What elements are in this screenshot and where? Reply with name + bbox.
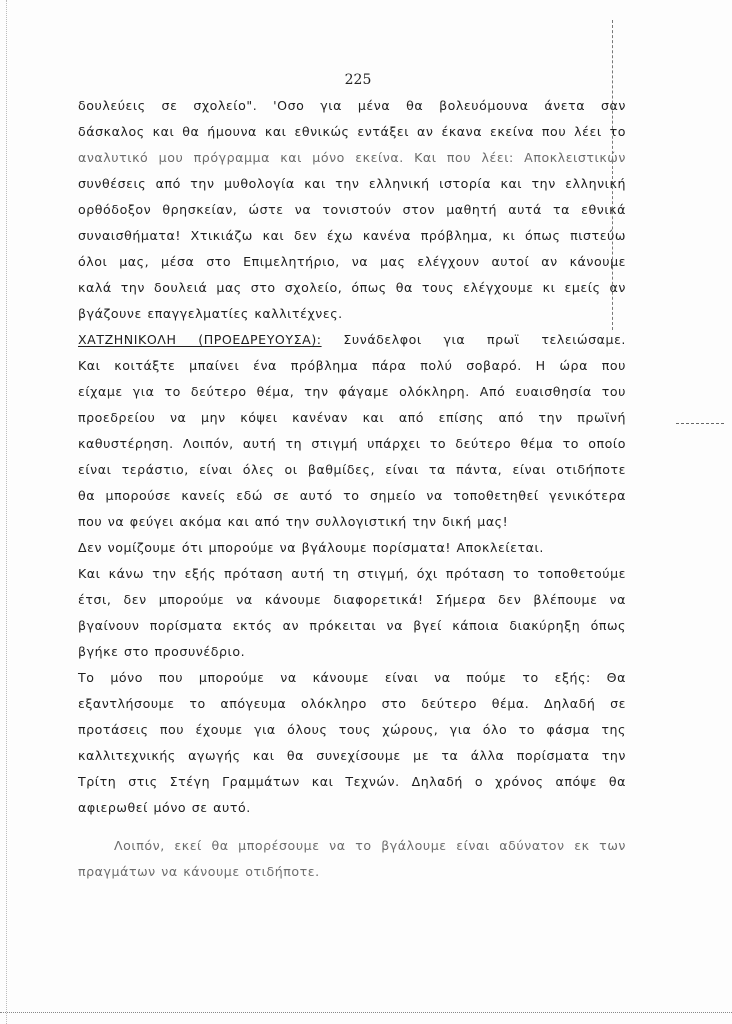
paragraph-previous-speaker bbox=[78, 93, 626, 327]
text-line: βγάζουνε επαγγελματίες καλλιτέχνες. bbox=[78, 306, 343, 321]
text-line: καλλιτεχνικής αγωγής και θα συνεχίσουμε με τα άλλα πορίσματα την bbox=[78, 748, 626, 763]
speaker-line-rest: Συνάδελφοι για πρωϊ τελειώσαμε. bbox=[321, 332, 626, 347]
text-line: θα μπορούσε κανείς εδώ σε αυτό το σημείο να τοποθετηθεί γενικότερα bbox=[78, 488, 626, 503]
text-line: αφιερωθεί μόνο σε αυτό. bbox=[78, 800, 251, 815]
speaker-line bbox=[78, 327, 626, 353]
text-line: εξαντλήσουμε το απόγευμα ολόκληρο στο δεύτερο θέμα. Δηλαδή σε bbox=[78, 696, 626, 711]
text-line: βγήκε στο προσυνέδριο. bbox=[78, 644, 246, 659]
text-line: Λοιπόν, εκεί θα μπορέσουμε να το βγάλουμε είναι αδύνατον εκ των bbox=[114, 838, 626, 853]
text-line: καλά την δουλειά μας στο σχολείο, όπως θα τους ελέγχουμε κι εμείς αν bbox=[78, 280, 626, 295]
scan-bottom-edge bbox=[0, 1012, 732, 1013]
text-line: είχαμε για το δεύτερο θέμα, την φάγαμε ολόκληρη. Από ευαισθησία του bbox=[78, 384, 626, 399]
text-line: βγαίνουν πορίσματα εκτός αν πρόκειται να βγεί κάποια διακύρηξη όπως bbox=[78, 618, 626, 633]
text-line: Και κοιτάξτε μπαίνει ένα πρόβλημα πάρα πολύ σοβαρό. Η ώρα που bbox=[78, 358, 626, 373]
text-line: Δεν νομίζουμε ότι μπορούμε να βγάλουμε πορίσματα! Αποκλείεται. bbox=[78, 540, 544, 555]
text-line: Το μόνο που μπορούμε να κάνουμε είναι να πούμε το εξής: Θα bbox=[78, 670, 626, 685]
text-line: ορθόδοξον θρησκείαν, ώστε να τονιστούν στον μαθητή αυτά τα εθνικά bbox=[78, 202, 626, 217]
speaker-name: ΧΑΤΖΗΝΙΚΟΛΗ (ΠΡΟΕΔΡΕΥΟΥΣΑ): bbox=[78, 332, 322, 347]
text-line: όλοι μας, μέσα στο Επιμελητήριο, να μας ελέγχουν αυτοί αν κάνουμε bbox=[78, 254, 626, 269]
page-number: 225 bbox=[344, 72, 372, 88]
scan-dash-mark bbox=[676, 423, 724, 424]
text-line: συνθέσεις από την μυθολογία και την ελληνική ιστορία και την ελληνική bbox=[78, 176, 626, 191]
text-line: έτσι, δεν μπορούμε να κάνουμε διαφορετικά! Σήμερα δεν βλέπουμε να bbox=[78, 592, 626, 607]
text-line: Και κάνω την εξής πρόταση αυτή τη στιγμή, όχι πρόταση το τοποθετούμε bbox=[78, 566, 626, 581]
text-line: δάσκαλος και θα ήμουνα και εθνικώς εντάξει αν έκανα εκείνα που λέει το bbox=[78, 124, 626, 139]
text-line: συναισθήματα! Χτικιάζω και δεν έχω κανένα πρόβλημα, κι όπως πιστεύω bbox=[78, 228, 626, 243]
text-line: είναι τεράστιο, είναι όλες οι βαθμίδες, είναι τα πάντα, είναι οτιδήποτε bbox=[78, 462, 626, 477]
text-line: που να φεύγει ακόμα και από την συλλογιστική την δική μας! bbox=[78, 514, 509, 529]
text-line: πραγμάτων να κάνουμε οτιδήποτε. bbox=[78, 864, 320, 879]
text-line: Τρίτη στις Στέγη Γραμμάτων και Τεχνών. Δηλαδή ο χρόνος απόψε θα bbox=[78, 774, 626, 789]
text-line: προτάσεις που έχουμε για όλους τους χώρους, για όλο το φάσμα της bbox=[78, 722, 626, 737]
text-line: προεδρείου να μην κόψει κανέναν και από επίσης από την πρωϊνή bbox=[78, 410, 626, 425]
paragraph-speaker bbox=[78, 353, 626, 821]
text-line: δουλεύεις σε σχολείο". 'Οσο για μένα θα βολευόμουνα άνετα σαν bbox=[78, 98, 626, 113]
text-line: αναλυτικό μου πρόγραμμα και μόνο εκείνα. Και που λέει: Αποκλειστικών bbox=[78, 150, 626, 165]
transcript-body bbox=[78, 93, 626, 885]
paragraph-closing bbox=[78, 833, 626, 885]
text-line: καθυστέρηση. Λοιπόν, αυτή τη στιγμή υπάρχει το δεύτερο θέμα το οποίο bbox=[78, 436, 626, 451]
scan-left-edge bbox=[6, 0, 7, 1024]
